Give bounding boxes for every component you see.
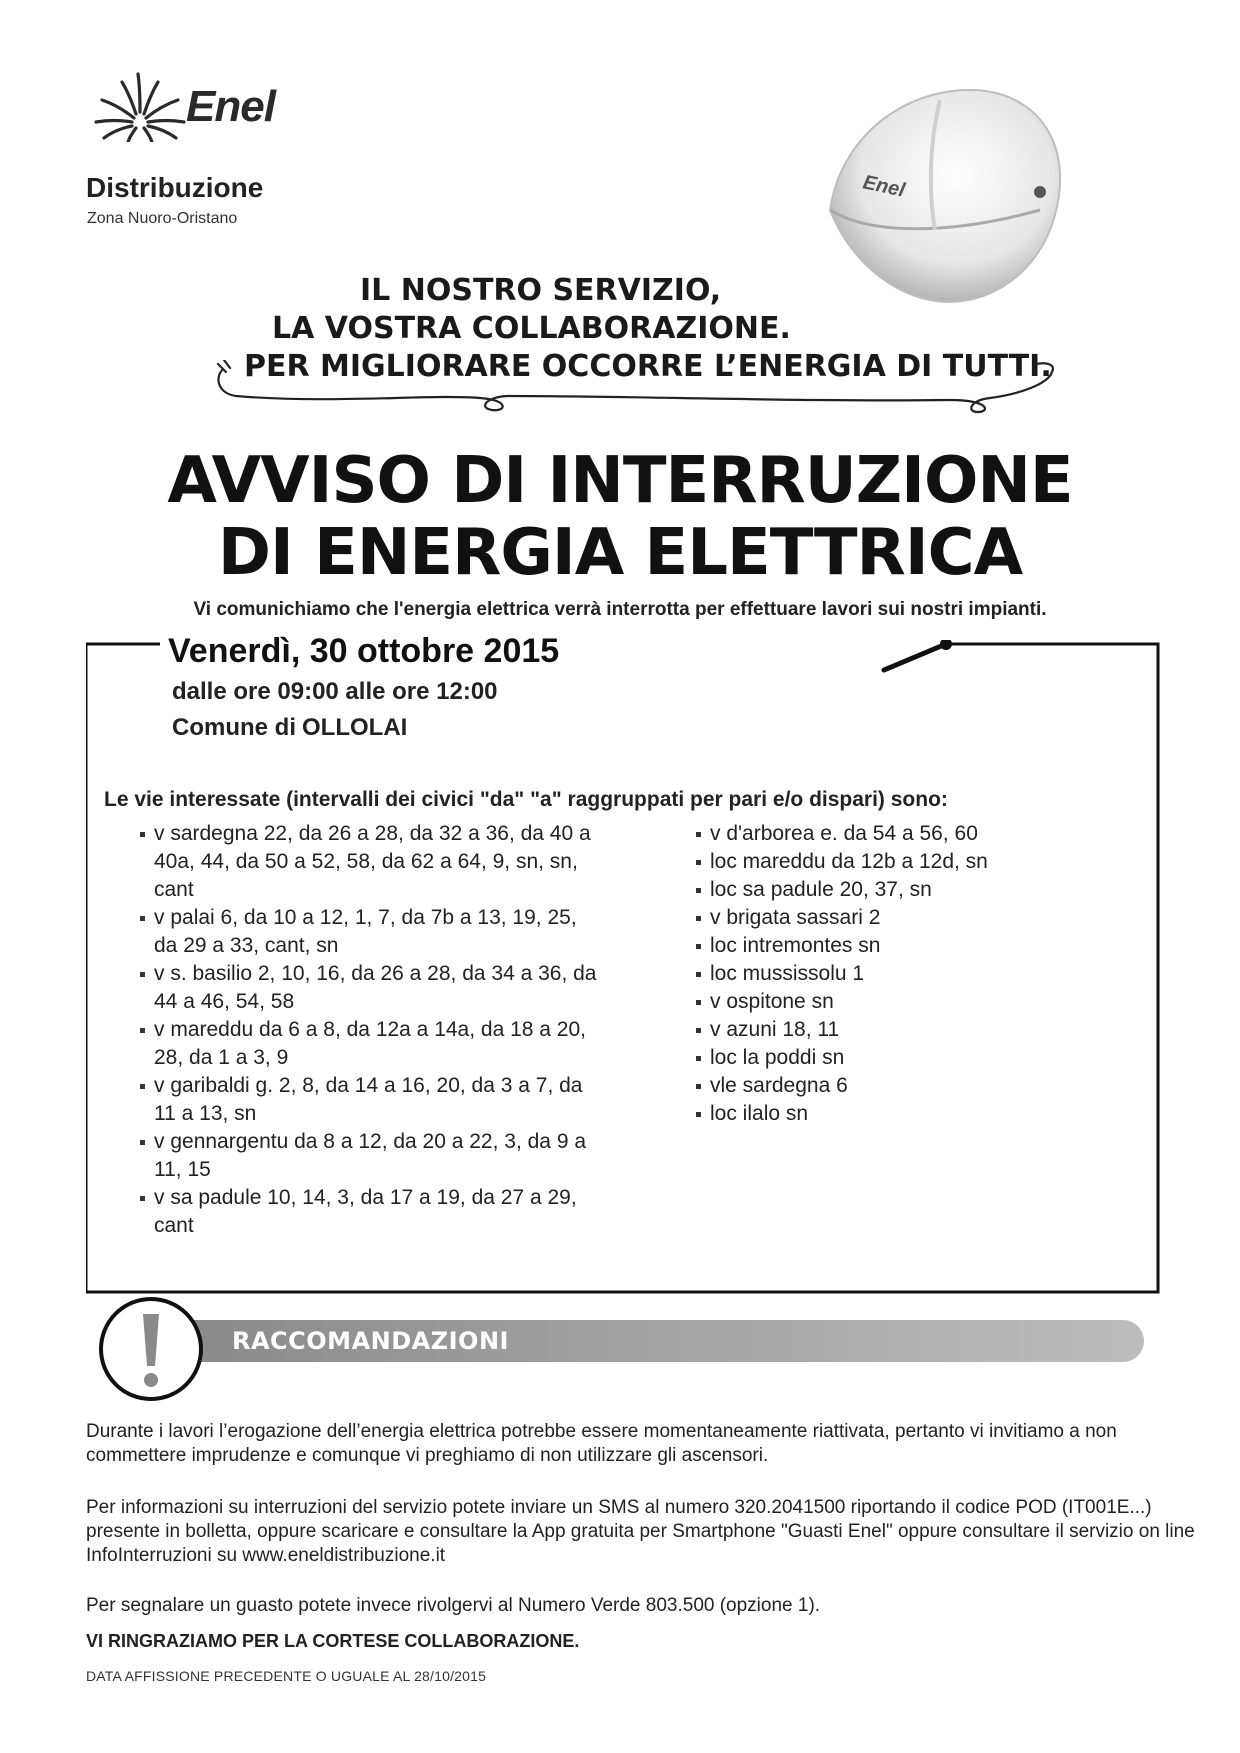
recommendations-label: RACCOMANDAZIONI bbox=[232, 1327, 509, 1355]
list-item: v mareddu da 6 a 8, da 12a a 14a, da 18 a 20, 28, da 1 a 3, 9 bbox=[140, 1016, 600, 1072]
municipality-name: OLLOLAI bbox=[302, 714, 408, 741]
slogan-line-2: LA VOSTRA COLLABORAZIONE. bbox=[272, 311, 791, 346]
list-item: v palai 6, da 10 a 12, 1, 7, da 7b a 13, 19, 25, da 29 a 33, cant, sn bbox=[140, 904, 600, 960]
zone-name: Zona Nuoro-Oristano bbox=[87, 210, 238, 227]
list-item: v garibaldi g. 2, 8, da 14 a 16, 20, da 3 a 7, da 11 a 13, sn bbox=[140, 1072, 600, 1128]
interruption-hours: dalle ore 09:00 alle ore 12:00 bbox=[172, 678, 498, 705]
notice-title bbox=[0, 445, 1240, 589]
title-line-2: DI ENERGIA ELETTRICA bbox=[217, 516, 1023, 590]
recommendation-text-3: Per segnalare un guasto potete invece rivolgervi al Numero Verde 803.500 (opzione 1). bbox=[86, 1595, 821, 1616]
helmet-brand-label: Enel bbox=[860, 171, 907, 202]
list-item: v s. basilio 2, 10, 16, da 26 a 28, da 34 a 36, da 44 a 46, 54, 58 bbox=[140, 960, 600, 1016]
exclamation-icon bbox=[96, 1294, 206, 1404]
recommendation-text-2: Per informazioni su interruzioni del servizio potete inviare un SMS al numero 320.2041500 riportando il codice POD (IT001E...) presente in bolletta, oppure scaricare e consultare la App gratuita per Smartphone "Guasti Enel" oppure consultare il servizio on line InfoInterruzioni su www.eneldistribuzione.it bbox=[86, 1497, 1195, 1566]
list-item: loc mussissolu 1 bbox=[696, 960, 1096, 988]
list-item: v ospitone sn bbox=[696, 988, 1096, 1016]
list-item: v gennargentu da 8 a 12, da 20 a 22, 3, da 9 a 11, 15 bbox=[140, 1128, 600, 1184]
streets-list-left bbox=[140, 820, 600, 1240]
list-item: v brigata sassari 2 bbox=[696, 904, 1096, 932]
list-item: v sa padule 10, 14, 3, da 17 a 19, da 27 a 29, cant bbox=[140, 1184, 600, 1240]
list-item: loc mareddu da 12b a 12d, sn bbox=[696, 848, 1096, 876]
interruption-box bbox=[86, 632, 1160, 1294]
list-item: vle sardegna 6 bbox=[696, 1072, 1096, 1100]
list-item: loc ilalo sn bbox=[696, 1100, 1096, 1128]
interruption-date: Venerdì, 30 ottobre 2015 bbox=[168, 632, 560, 670]
list-item: loc la poddi sn bbox=[696, 1044, 1096, 1072]
list-item: loc sa padule 20, 37, sn bbox=[696, 876, 1096, 904]
recommendation-text-1: Durante i lavori l’erogazione dell’energia elettrica potrebbe essere momentaneamente riattivata, pertanto vi invitiamo a non commettere imprudenze e comunque vi preghiamo di non utilizzare gli ascensori. bbox=[86, 1421, 1117, 1466]
intro-text: Vi comunichiamo che l'energia elettrica verrà interrotta per effettuare lavori sui nostri impianti. bbox=[193, 599, 1047, 620]
list-item: loc intremontes sn bbox=[696, 932, 1096, 960]
municipality-label: Comune di bbox=[172, 714, 296, 741]
list-item: v azuni 18, 11 bbox=[696, 1016, 1096, 1044]
division-name: Distribuzione bbox=[86, 172, 264, 203]
slogan-line-1: IL NOSTRO SERVIZIO, bbox=[360, 273, 722, 308]
list-item: v sardegna 22, da 26 a 28, da 32 a 36, da 40 a 40a, 44, da 50 a 52, 58, da 62 a 64, 9, sn, sn, cant bbox=[140, 820, 600, 904]
title-line-1: AVVISO DI INTERRUZIONE bbox=[167, 444, 1073, 518]
plug-cable-icon bbox=[210, 360, 1060, 420]
list-item: v d'arborea e. da 54 a 56, 60 bbox=[696, 820, 1096, 848]
streets-header: Le vie interessate (intervalli dei civici "da" "a" raggruppati per pari e/o dispari) sono: bbox=[104, 788, 948, 811]
municipality bbox=[172, 714, 407, 742]
streets-list-right bbox=[696, 820, 1096, 1128]
posting-date: DATA AFFISSIONE PRECEDENTE O UGUALE AL 28/10/2015 bbox=[86, 1668, 487, 1684]
slogan-line-3: PER MIGLIORARE OCCORRE L’ENERGIA DI TUTTI. bbox=[244, 349, 1052, 384]
thanks-text: VI RINGRAZIAMO PER LA CORTESE COLLABORAZIONE. bbox=[86, 1631, 580, 1651]
brand-wordmark: Enel bbox=[186, 82, 275, 131]
